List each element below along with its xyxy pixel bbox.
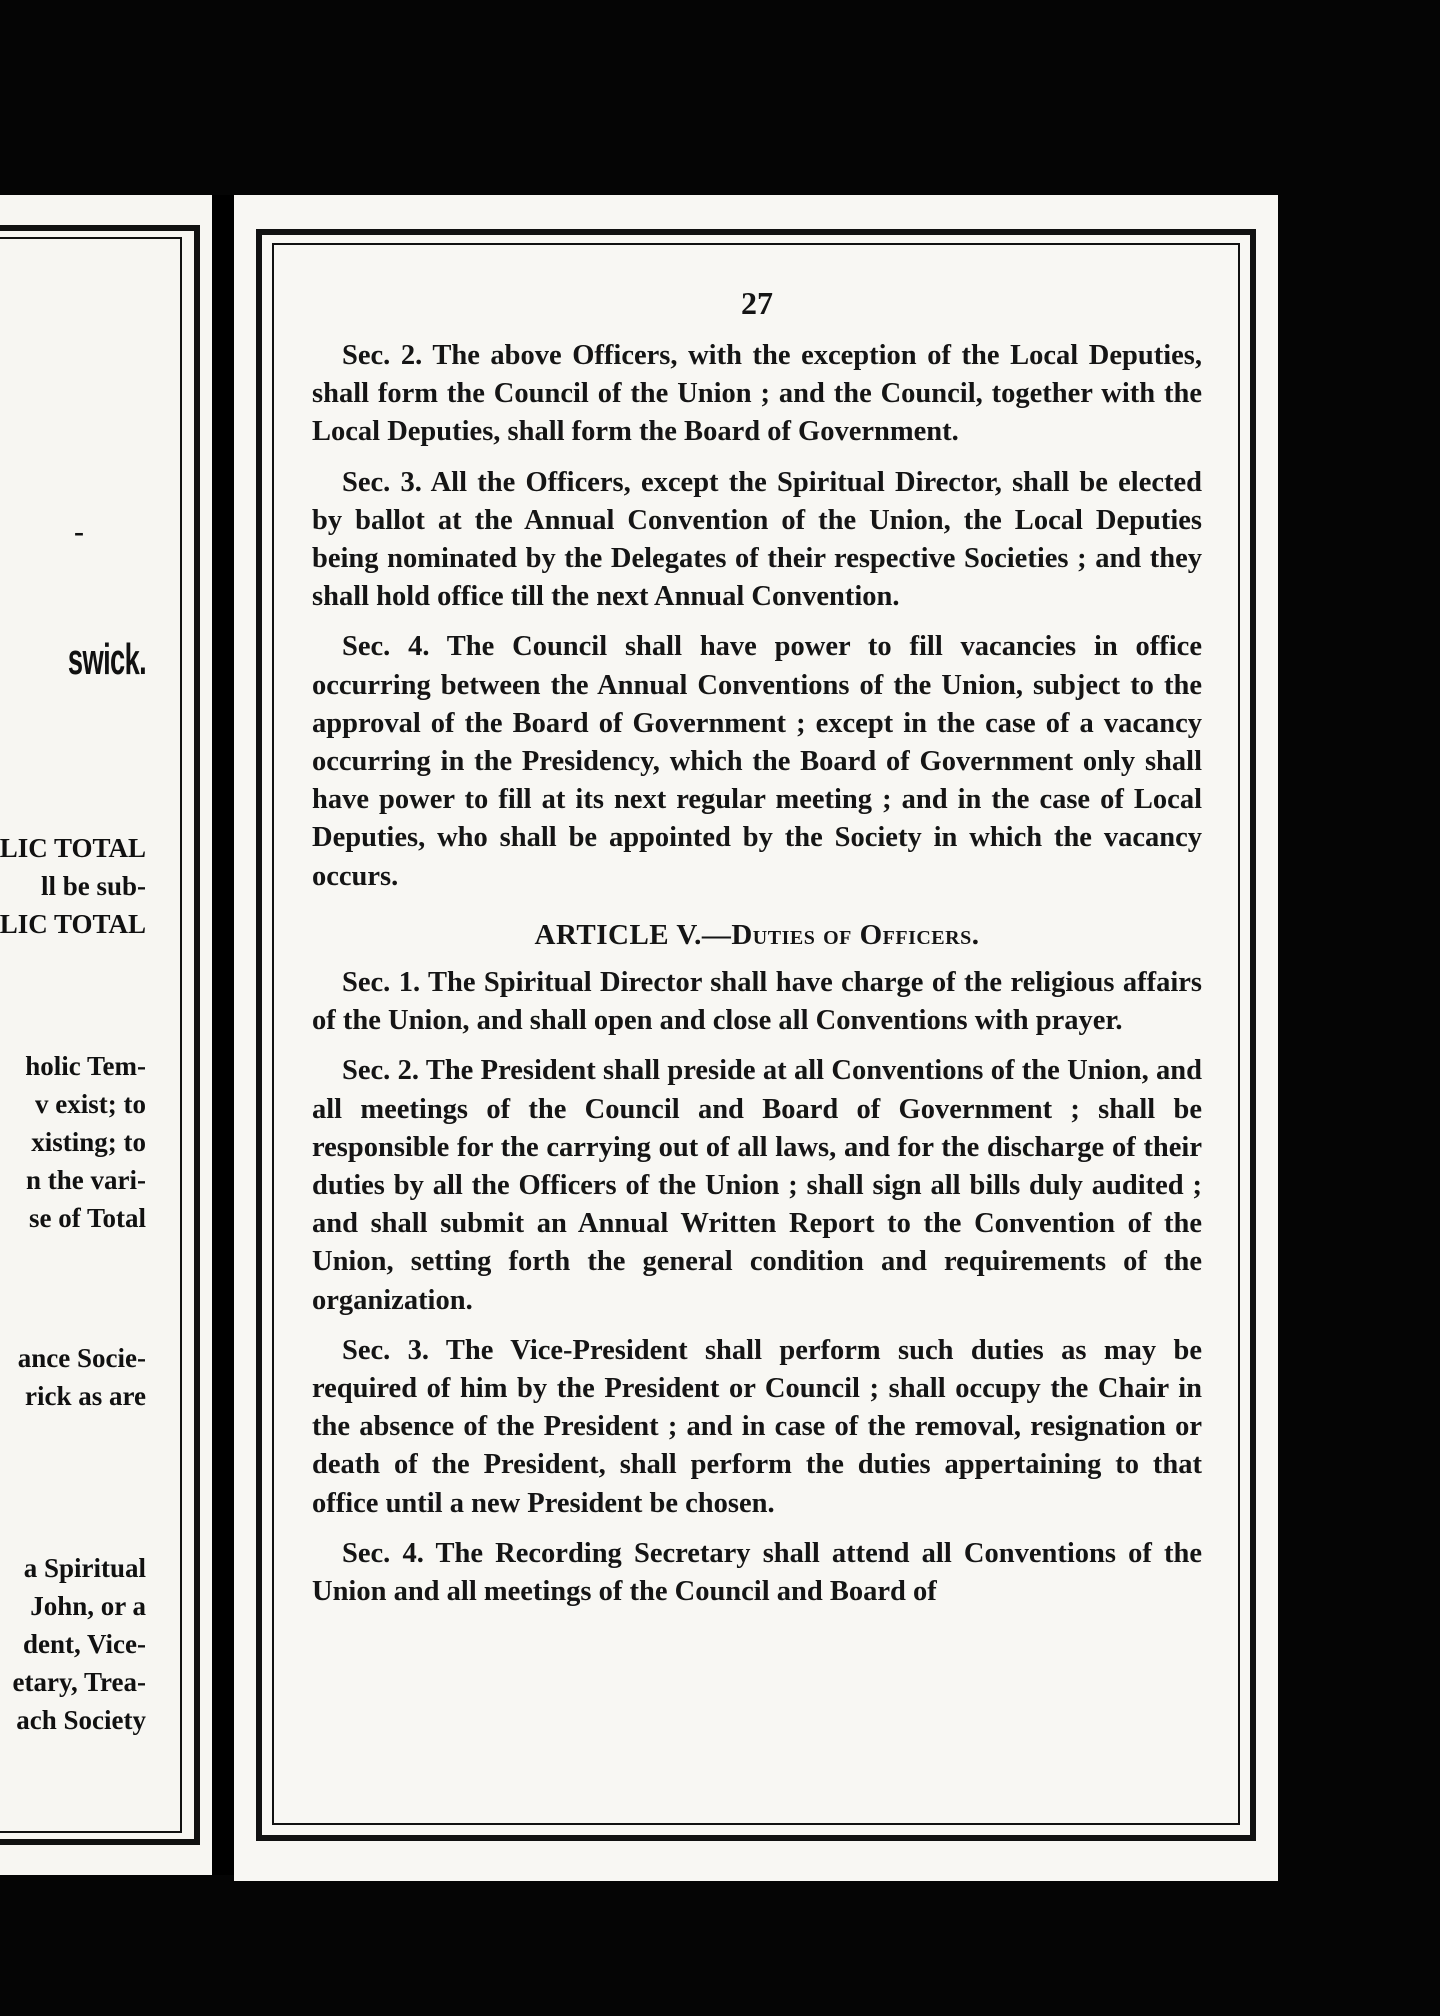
left-line: a Spiritual xyxy=(23,1553,146,1583)
page-border-rule xyxy=(0,237,182,239)
left-line: LIC TOTAL xyxy=(0,909,146,939)
section-paragraph xyxy=(312,1052,1202,1319)
page-border-rule xyxy=(0,1839,200,1845)
article-title: ARTICLE V.— xyxy=(534,918,732,951)
page-27 xyxy=(234,195,1278,1881)
left-line: ance Socie- xyxy=(17,1343,146,1373)
section-text: The President shall preside at all Conventions of the Union, and all meetings of the Council and Board of Government ; shall be responsible for the carrying out of all laws, and for the discharge of their duties by all the Officers of the Union ; shall sign all bills duly audited ; and shall submit an Annual Written Report to the Convention of the Union, setting forth the general condition and requirements of the organization. xyxy=(312,1055,1202,1316)
page-gutter xyxy=(212,195,234,1875)
left-heading-fragment: swick. xyxy=(67,635,146,684)
page-border-rule xyxy=(180,237,182,1833)
section-paragraph xyxy=(312,337,1202,452)
page-number: 27 xyxy=(741,285,773,321)
left-line: holic Tem- xyxy=(25,1051,146,1081)
section-text: The Recording Secretary shall attend all Conventions of the Union and all meetings of the Council and Board of xyxy=(312,1537,1202,1608)
section-text: The Vice-President shall perform such duties as may be required of him by the President or Council ; shall occupy the Chair in the absence of the President ; and in case of the removal, resignation or death of the President, shall perform the duties appertaining to that office until a new President be chosen. xyxy=(312,1334,1202,1519)
section-paragraph xyxy=(312,464,1202,617)
article-subtitle: Duties of Officers. xyxy=(731,918,980,951)
section-paragraph xyxy=(312,1535,1202,1611)
left-line: etary, Trea- xyxy=(12,1667,146,1697)
page-content xyxy=(312,283,1202,1623)
previous-page-fragment xyxy=(0,195,212,1875)
section-label: Sec. 2. xyxy=(342,1055,419,1087)
section-label: Sec. 4. xyxy=(342,1537,424,1569)
section-text: The Council shall have power to fill vacancies in office occurring between the Annual Conventions of the Union, subject to the approval of the Board of Government ; except in the case of a vacancy occurring in the Presidency, which the Board of Government only shall have power to fill at its next regular meeting ; and in the case of Local Deputies, who shall be appointed by the Society in which the vacancy occurs. xyxy=(312,631,1202,892)
section-paragraph xyxy=(312,964,1202,1040)
page-border-rule xyxy=(0,225,200,231)
left-line: John, or a xyxy=(30,1591,146,1621)
left-line: rick as are xyxy=(25,1381,146,1411)
page-border-rule xyxy=(194,225,200,1845)
left-line: se of Total xyxy=(28,1203,146,1233)
left-line: n the vari- xyxy=(26,1165,146,1195)
section-text: The Spiritual Director shall have charge of the religious affairs of the Union, and shall open and close all Conventions with prayer. xyxy=(312,967,1202,1037)
section-paragraph xyxy=(312,1332,1202,1523)
section-label: Sec. 3. xyxy=(342,466,422,498)
left-line: ll be sub- xyxy=(40,871,146,901)
section-label: Sec. 4. xyxy=(342,631,430,663)
left-line: xisting; to xyxy=(31,1127,146,1157)
left-line: v exist; to xyxy=(35,1089,146,1119)
section-text: The above Officers, with the exception of the Local Deputies, shall form the Council of the Union ; and the Council, together with the Local Deputies, shall form the Board of Government. xyxy=(312,340,1202,448)
section-label: Sec. 2. xyxy=(342,340,423,371)
section-label: Sec. 3. xyxy=(342,1334,430,1366)
left-dot: - xyxy=(74,515,84,548)
left-line: ach Society xyxy=(16,1705,146,1735)
section-label: Sec. 1. xyxy=(342,967,421,999)
section-text: All the Officers, except the Spiritual Director, shall be elected by ballot at the Annual Convention of the Union, the Local Deputies being nominated by the Delegates of their respective Societies ; and they shall hold office till the next Annual Convention. xyxy=(312,466,1202,613)
page-border-rule xyxy=(0,1831,182,1833)
left-line: LIC TOTAL xyxy=(0,833,146,863)
article-heading xyxy=(312,916,1202,954)
section-paragraph xyxy=(312,628,1202,895)
left-line: dent, Vice- xyxy=(23,1629,146,1659)
